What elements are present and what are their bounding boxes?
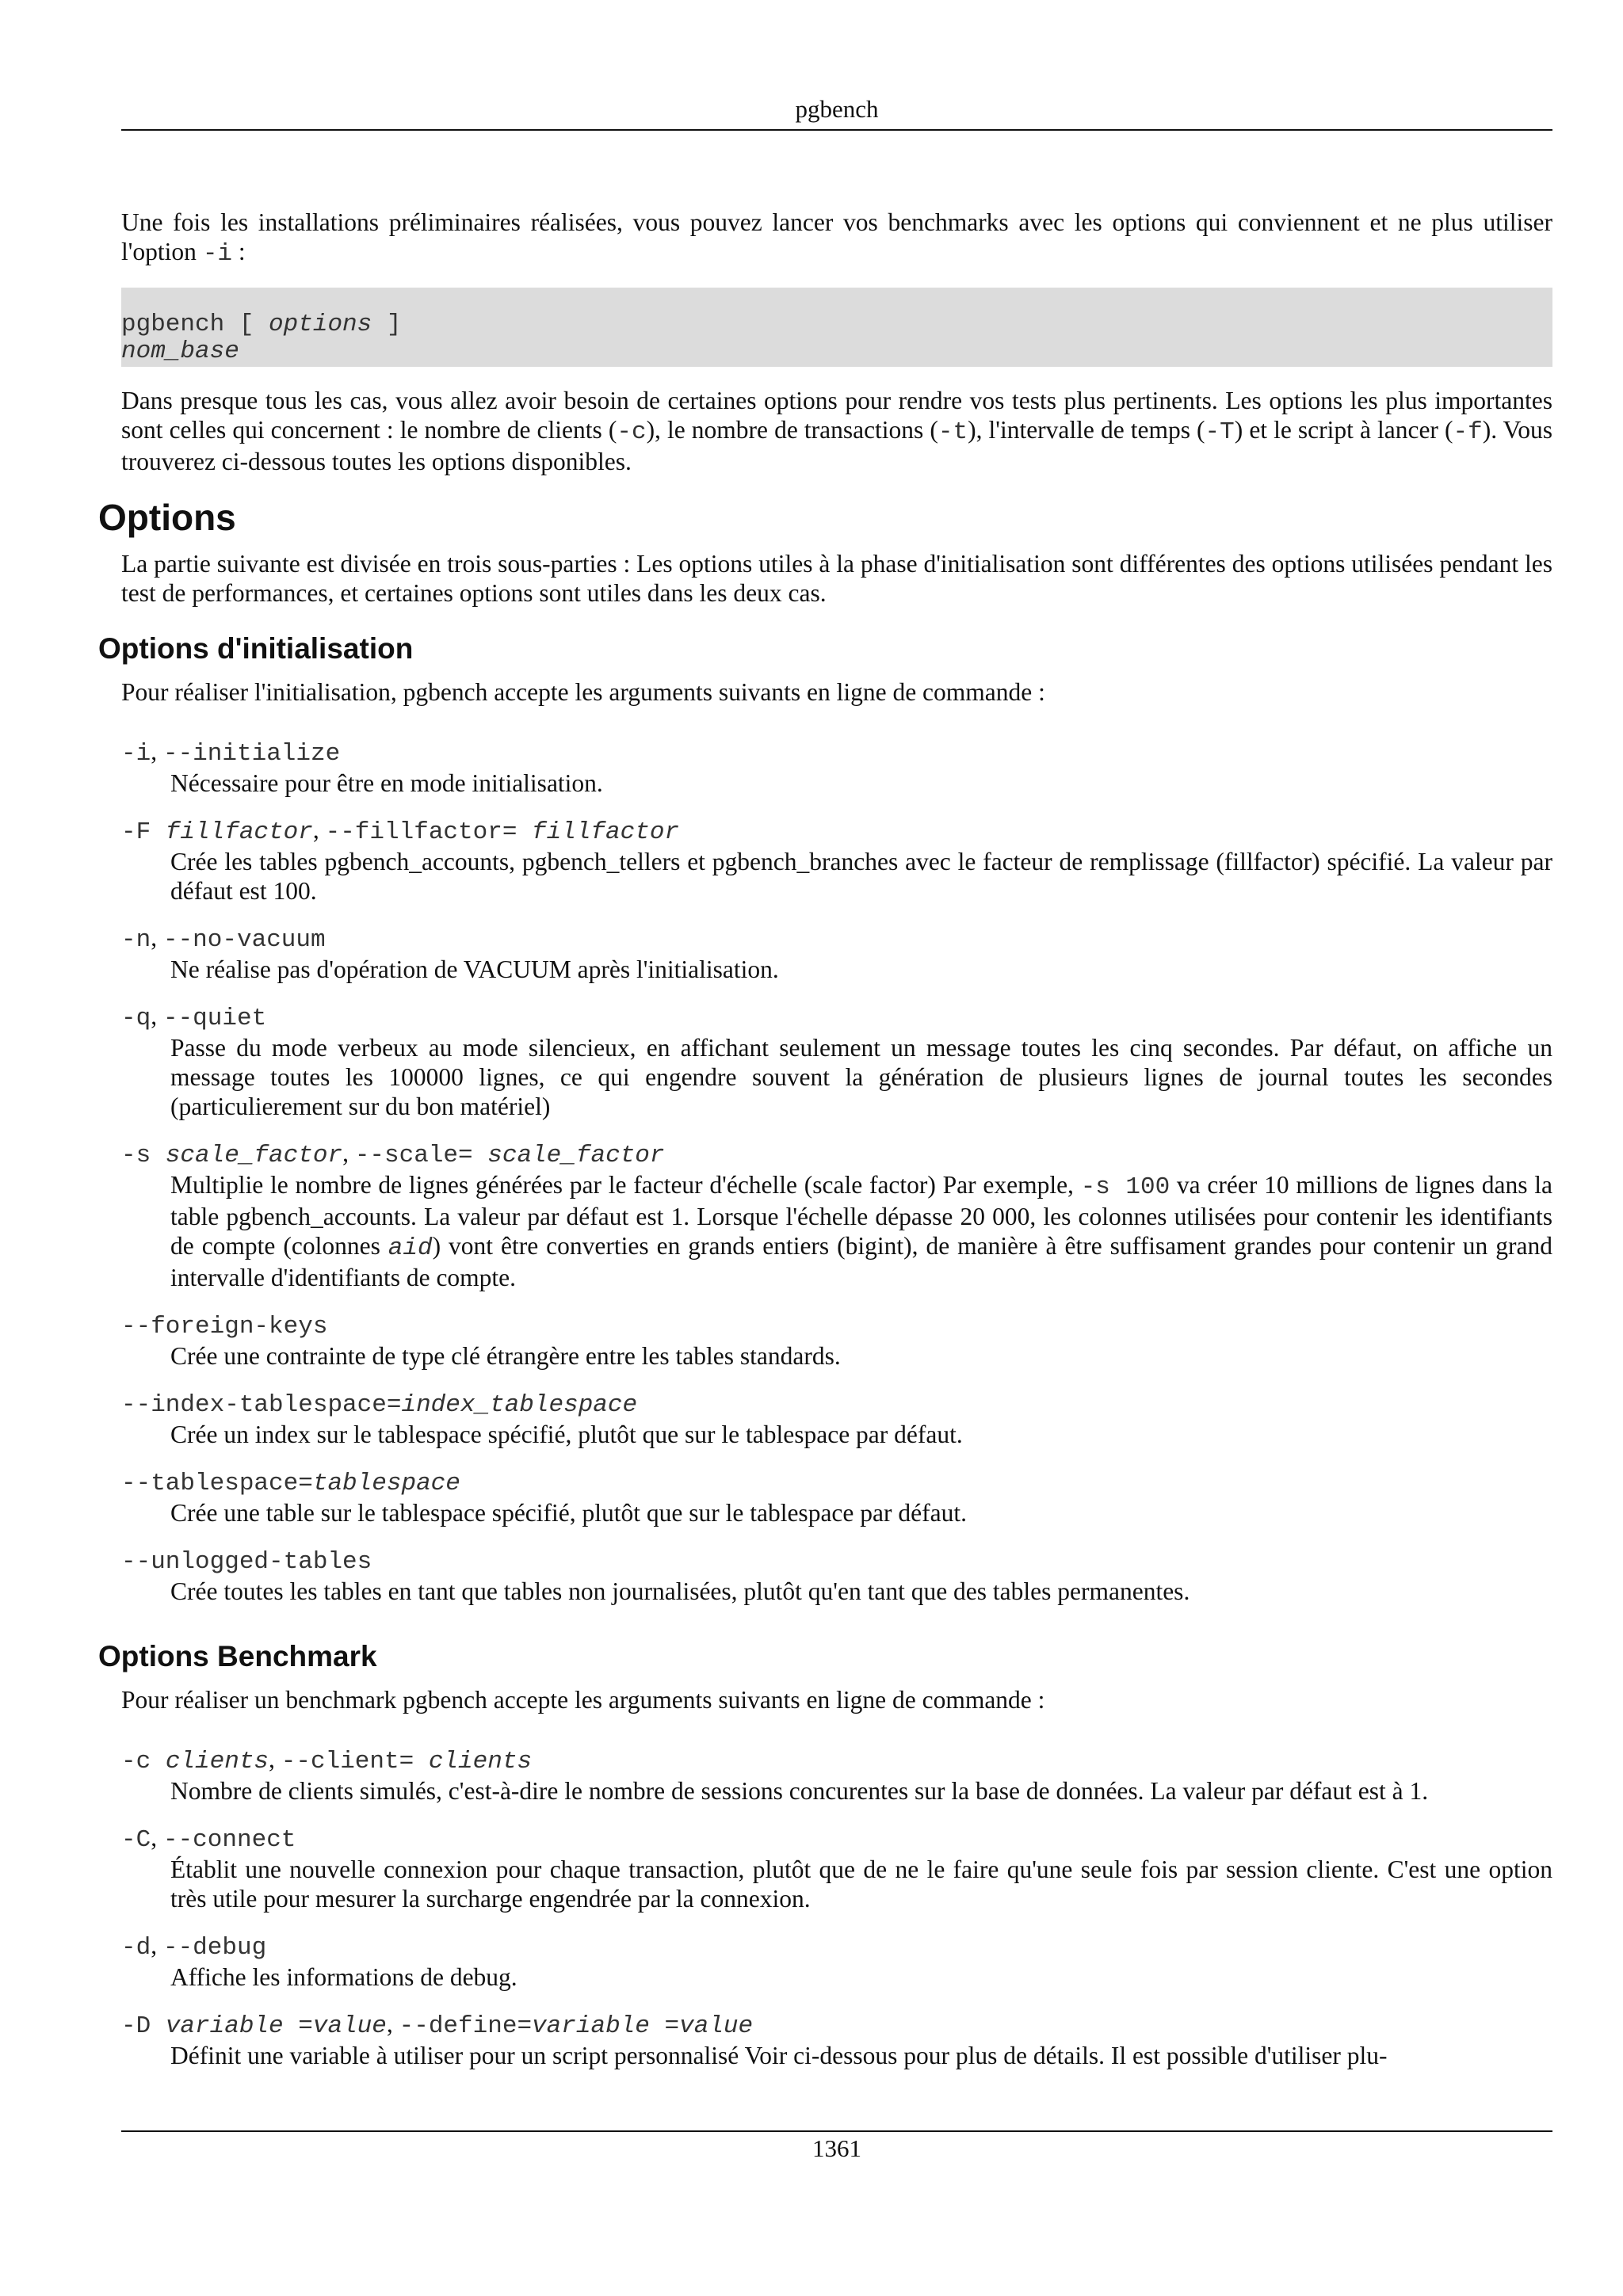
text: Multiplie le nombre de lignes générées par le facteur d'échelle (scale factor) Par exemple, <box>170 1171 1081 1199</box>
option-term <box>121 2009 1552 2041</box>
separator: , <box>342 1139 355 1167</box>
option-flag: -s <box>121 1142 166 1169</box>
option-description: Établit une nouvelle connexion pour chaque transaction, plutôt que de ne le faire qu'une seule fois par session cliente. C'est une option très utile pour mesurer la surcharge engendrée par la connexion. <box>170 1855 1552 1913</box>
option-description: Crée toutes les tables en tant que tables non journalisées, plutôt qu'en tant que des tables permanentes. <box>170 1577 1190 1605</box>
separator: , <box>151 1932 163 1959</box>
text: ), l'intervalle de temps ( <box>968 416 1205 444</box>
option-description <box>170 1170 1552 1292</box>
option-description: Crée un index sur le tablespace spécifié, plutôt que sur le tablespace par défaut. <box>170 1421 963 1448</box>
synopsis-line-1 <box>121 311 1552 338</box>
section-heading-options: Options <box>98 497 236 538</box>
separator: , <box>151 924 163 952</box>
option-flag: --define= <box>399 2012 533 2040</box>
synopsis-options: options <box>269 311 372 338</box>
option-term <box>121 1931 1552 1962</box>
footer-rule <box>121 2130 1552 2132</box>
option-description: Crée une table sur le tablespace spécifié, plutôt que sur le tablespace par défaut. <box>170 1499 967 1527</box>
option-flag: = <box>649 2012 680 2040</box>
option-description: Ne réalise pas d'opération de VACUUM après l'initialisation. <box>170 955 779 983</box>
command-synopsis <box>121 288 1552 367</box>
option-flag: -C <box>121 1826 151 1854</box>
option-term <box>121 1745 1552 1776</box>
option-flag: --tablespace= <box>121 1470 313 1497</box>
option-arg: value <box>312 2012 387 2040</box>
option-term <box>121 737 1552 769</box>
option-arg: scale_factor <box>487 1142 665 1169</box>
option-flag: -n <box>121 926 151 954</box>
option-description: Crée les tables pgbench_accounts, pgbench_tellers et pgbench_branches avec le facteur de remplissage (fillfactor) spécifié. La valeur par défaut est 100. <box>170 848 1552 905</box>
text: ), le nombre de transactions ( <box>646 416 938 444</box>
text: va créer 10 millions de lignes dans la table pgbench_accounts. La valeur par défaut est 1. Lorsque l'échelle dépasse 20 000, les colonnes utilisées pour contenir les identifiants de compte (colonnes <box>170 1171 1553 1260</box>
option-flag: --scale= <box>354 1142 488 1169</box>
option-flag: --client= <box>281 1748 429 1775</box>
inline-code: -f <box>1453 418 1483 446</box>
synopsis-command: pgbench [ <box>121 311 269 338</box>
option-arg: index_tablespace <box>401 1391 638 1419</box>
option-term <box>121 1823 1552 1855</box>
option-term <box>121 815 1552 847</box>
option-flag: --no-vacuum <box>162 926 326 954</box>
option-flag: --unlogged-tables <box>121 1548 372 1576</box>
option-arg: fillfactor <box>165 818 313 846</box>
option-flag: = <box>283 2012 313 2040</box>
option-arg: clients <box>428 1748 533 1775</box>
option-description: Nombre de clients simulés, c'est-à-dire le nombre de sessions concurentes sur la base de données. La valeur par défaut est à 1. <box>170 1777 1429 1805</box>
page-content <box>98 208 1553 2070</box>
option-description: Définit une variable à utiliser pour un script personnalisé Voir ci-dessous pour plus de détails. Il est possible d'utiliser plu- <box>170 2042 1388 2069</box>
subsection-heading-bench: Options Benchmark <box>98 1640 377 1672</box>
page-number: 1361 <box>812 2134 861 2162</box>
option-flag: --connect <box>162 1826 296 1854</box>
option-arg: variable <box>532 2012 650 2040</box>
synopsis-close: ] <box>372 311 402 338</box>
separator: , <box>151 1002 163 1030</box>
option-flag: -i <box>121 740 151 768</box>
init-options-list <box>121 737 1552 1606</box>
separator: , <box>312 816 326 844</box>
option-flag: -D <box>121 2012 166 2040</box>
option-flag: -d <box>121 1934 151 1962</box>
bench-intro: Pour réaliser un benchmark pgbench accepte les arguments suivants en ligne de commande : <box>121 1686 1045 1714</box>
option-description: Passe du mode verbeux au mode silencieux, en affichant seulement un message toutes les cinq secondes. Par défaut, on affiche un message toutes les 100000 lignes, ce qui engendre souvent la génération de plusieurs lignes de journal toutes les secondes (particulierement sur du bon matériel) <box>170 1034 1552 1120</box>
intro-text-end: : <box>232 238 246 265</box>
bench-options-list <box>121 1745 1552 2070</box>
intro-paragraph <box>121 208 1552 269</box>
text: ) et le script à lancer ( <box>1234 416 1453 444</box>
option-flag: -c <box>121 1748 166 1775</box>
separator: , <box>386 2010 399 2038</box>
header-rule <box>121 129 1552 131</box>
option-flag: --initialize <box>162 740 341 768</box>
init-intro: Pour réaliser l'initialisation, pgbench accepte les arguments suivants en ligne de commande : <box>121 678 1045 706</box>
option-term <box>121 1545 1552 1577</box>
option-arg: clients <box>165 1748 269 1775</box>
option-arg: tablespace <box>312 1470 460 1497</box>
text: ) vont être converties en grands entiers (bigint), de manière à être suffisament grandes pour contenir un grand intervalle d'identifiants de compte. <box>170 1232 1552 1291</box>
option-term <box>121 1466 1552 1498</box>
inline-code: -T <box>1205 418 1235 446</box>
option-term <box>121 1310 1552 1341</box>
page-header: pgbench <box>795 95 879 123</box>
option-flag: --foreign-keys <box>121 1313 328 1341</box>
option-flag: -q <box>121 1005 151 1032</box>
option-flag: --index-tablespace= <box>121 1391 402 1419</box>
option-flag: --quiet <box>162 1005 267 1032</box>
inline-code: -s 100 <box>1080 1173 1170 1201</box>
inline-code: -t <box>938 418 968 446</box>
option-term <box>121 1001 1552 1033</box>
option-term <box>121 1388 1552 1420</box>
option-description: Affiche les informations de debug. <box>170 1963 517 1991</box>
inline-code: aid <box>388 1234 433 1262</box>
option-description: Crée une contrainte de type clé étrangère entre les tables standards. <box>170 1342 841 1370</box>
option-arg: variable <box>165 2012 284 2040</box>
text: ). Vous trouverez ci-dessous toutes les options disponibles. <box>121 416 1553 475</box>
options-summary-paragraph <box>121 386 1552 476</box>
option-arg: fillfactor <box>532 818 680 846</box>
subsection-heading-init: Options d'initialisation <box>98 632 414 665</box>
inline-code: -i <box>202 240 233 268</box>
option-flag: -F <box>121 818 166 846</box>
inline-code: -c <box>617 418 647 446</box>
option-flag: --fillfactor= <box>325 818 533 846</box>
option-term <box>121 1138 1552 1170</box>
intro-text: Une fois les installations préliminaires réalisées, vous pouvez lancer vos benchmarks avec les options qui conviennent et ne plus utiliser l'option <box>121 208 1552 265</box>
separator: , <box>151 738 163 765</box>
option-term <box>121 923 1552 955</box>
option-arg: value <box>679 2012 754 2040</box>
separator: , <box>151 1824 163 1852</box>
separator: , <box>269 1745 281 1773</box>
option-arg: scale_factor <box>165 1142 343 1169</box>
options-description: La partie suivante est divisée en trois sous-parties : Les options utiles à la phase d'initialisation sont différentes des options utilisées pendant les test de performances, et certaines options sont utiles dans les deux cas. <box>121 550 1552 607</box>
synopsis-line-2 <box>121 338 1552 365</box>
option-flag: --debug <box>162 1934 267 1962</box>
text: Dans presque tous les cas, vous allez avoir besoin de certaines options pour rendre vos tests plus pertinents. Les options les plus importantes sont celles qui concernent : le nombre de clients ( <box>121 387 1552 444</box>
synopsis-dbname: nom_base <box>121 338 239 365</box>
option-description: Nécessaire pour être en mode initialisation. <box>170 769 603 797</box>
